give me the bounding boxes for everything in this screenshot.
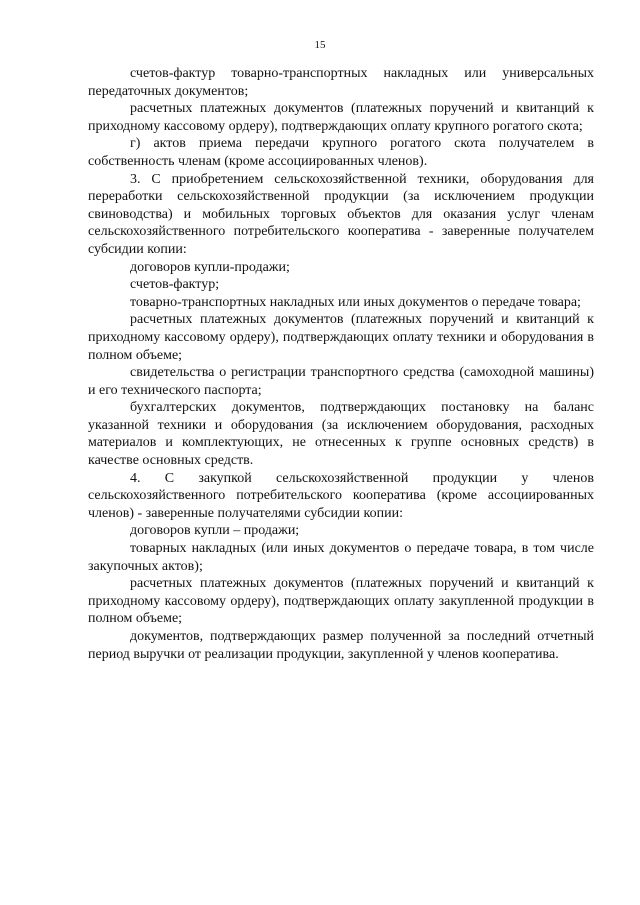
paragraph-section-4: 4. С закупкой сельскохозяйственной продукции у членов сельскохозяйственного потребительского кооператива (кроме ассоциированных членов) - заверенные получателями субсидии копии: — [88, 470, 594, 521]
paragraph-payment-documents: расчетных платежных документов (платежных поручений и квитанций к приходному кассовому ордеру), подтверждающих оплату крупного рогатого скота; — [88, 101, 594, 134]
paragraph-section-3: 3. С приобретением сельскохозяйственной техники, оборудования для переработки сельскохозяйственной продукции (за исключением продукции свиноводства) и мобильных торговых объектов для оказания услуг членам сельскохозяйственного потребительского кооператива - заверенные получателем субсидии копии: — [88, 171, 594, 257]
paragraph-vehicle-registration: свидетельства о регистрации транспортного средства (самоходной машины) и его технического паспорта; — [88, 365, 594, 398]
paragraph-invoice-list: счетов-фактур; — [130, 277, 220, 293]
paragraph-purchase-contracts: договоров купли – продажи; — [130, 523, 300, 539]
paragraph-revenue-documents: документов, подтверждающих размер полученной за последний отчетный период выручки от реализации продукции, закупленной у членов кооператива. — [88, 629, 594, 662]
paragraph-accounting-documents: бухгалтерских документов, подтверждающих постановку на баланс указанной техники и оборудования (за исключением оборудования, расходных материалов и комплектующих, не отнесенных к группе основных средств) в качестве основных средств. — [88, 400, 594, 469]
page-number: 15 — [314, 39, 326, 51]
paragraph-invoices: счетов-фактур товарно-транспортных накладных или универсальных передаточных документов; — [88, 66, 594, 99]
paragraph-equipment-payments: расчетных платежных документов (платежных поручений и квитанций к приходному кассовому ордеру), подтверждающих оплату техники и оборудования в полном объеме; — [88, 312, 594, 363]
document-body — [88, 65, 594, 663]
paragraph-transfer-acts: г) актов приема передачи крупного рогатого скота получателем в собственность членам (кроме ассоциированных членов). — [88, 136, 594, 169]
paragraph-waybills: товарно-транспортных накладных или иных документов о передаче товара; — [130, 294, 581, 310]
paragraph-goods-waybills: товарных накладных (или иных документов о передаче товара, в том числе закупочных актов); — [88, 541, 594, 574]
paragraph-sale-contracts: договоров купли-продажи; — [130, 259, 290, 275]
paragraph-produce-payments: расчетных платежных документов (платежных поручений и квитанций к приходному кассовому ордеру), подтверждающих оплату закупленной продукции в полном объеме; — [88, 576, 594, 627]
